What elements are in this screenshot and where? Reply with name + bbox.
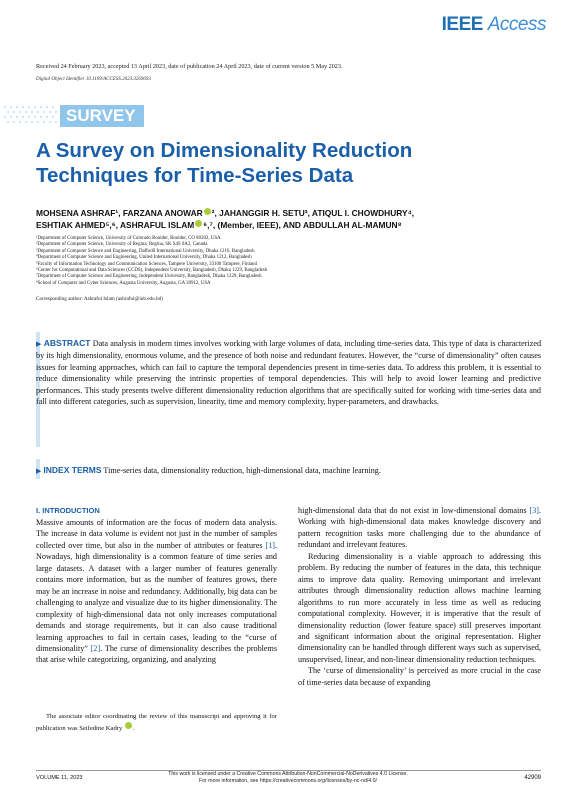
article-title: A Survey on Dimensionality Reduction Techniques for Time-Series Data <box>36 139 413 187</box>
license-url[interactable]: For more information, see https://creativecommons.org/licenses/by-nc-nd/4.0/ <box>199 778 377 784</box>
orcid-icon[interactable] <box>125 722 132 729</box>
logo-ieee: IEEE <box>441 14 483 35</box>
journal-logo <box>442 14 546 36</box>
citation-link[interactable]: [3] <box>529 506 539 515</box>
paragraph: The ‘curse of dimensionality’ is perceived as more crucial in the case of time-series data because of expanding <box>298 666 541 687</box>
text-run: . Working with high-dimensional data makes knowledge discovery and pattern recognition tasks more challenging due to the abundance of redundant and irrelevant features. <box>298 506 541 550</box>
text-run: Massive amounts of information are the focus of modern data analysis. The increase in data volume is evident not just in the number of samples collected over time, but also in the number of attributes or features <box>36 518 277 550</box>
affiliation: ⁶Center for Computational and Data Sciences (CCDS), Independent University, Bangladesh, Dhaka 1229, Bangladesh <box>36 268 268 274</box>
triangle-icon: ▶ <box>36 340 42 348</box>
body-column-left <box>36 517 277 666</box>
abstract-text: Data analysis in modern times involves working with large volumes of data, including time-series data. This type of data is characterized by its high dimensionality, enormous volume, and the presence of both noise and redundant features. However, the “curse of dimensionality” often causes issues for learning approaches, which can fail to capture the temporal dependencies present in time-series data. To address this problem, it is essential to reduce dimensionality while preserving the intrinsic properties of temporal dependencies. This will help to avoid lower learning and predictive performances. This study presents twelve different dimensionality reduction algorithms that are specifically suited for working with time-series data and fall into different categories, such as supervision, linearity, time and memory complexity, hyper-parameters, and drawbacks. <box>36 339 542 407</box>
authors-line1: MOHSENA ASHRAF¹, FARZANA ANOWAR <box>36 208 203 218</box>
authors-line1b: ², JAHANGGIR H. SETU³, ATIQUL I. CHOWDHURY⁴, <box>211 208 415 218</box>
author-list <box>36 207 541 231</box>
citation-link[interactable]: [2] <box>90 643 101 653</box>
paragraph <box>36 517 277 666</box>
footnote-text: The associate editor coordinating the review of this manuscript and approving it for publication was Seifedine Kadry <box>36 713 277 732</box>
citation-link[interactable]: [1] <box>265 540 275 550</box>
section-heading: I. INTRODUCTION <box>36 506 100 515</box>
corresponding-author: Corresponding author: Ashraful Islam (ashraful@iub.edu.bd) <box>36 296 163 302</box>
affiliation: ⁸School of Computer and Cyber Sciences, Augusta University, Augusta, GA 30912, USA <box>36 280 211 286</box>
affiliation: ²Department of Computer Science, University of Regina, Regina, SK S4S 0A2, Canada <box>36 242 208 248</box>
affiliations <box>36 236 541 287</box>
abstract <box>36 338 541 407</box>
license-line[interactable]: This work is licensed under a Creative Commons Attribution-NonCommercial-NoDerivatives 4.0 License. <box>168 771 408 777</box>
logo-access: Access <box>487 14 546 35</box>
orcid-icon[interactable] <box>204 208 211 215</box>
abstract-label: ABSTRACT <box>43 338 91 348</box>
index-terms-text: Time-series data, dimensionality reduction, high-dimensional data, machine learning. <box>103 466 381 475</box>
paragraph: Reducing dimensionality is a viable approach to addressing this problem. By reducing the number of features in the data, this technique aims to improve data quality. Removing unimportant and irrelevant attributes through dimensionality reduction allows machine learning algorithms to run more accurately in less time as well as reducing computational complexity. However, it is imperative that the result of dimensionality reduction (lower feature space) still preserves important and significant information about the original representation. Higher dimensionality can be handled through different ways such as supervised, unsupervised, linear, and non-linear dimensionality reduction techniques. <box>298 551 541 664</box>
text-run: . The curse of dimensionality describes the problems that arise while categorizing, organizing, and analyzing <box>36 643 277 665</box>
editor-footnote: The associate editor coordinating the review of this manuscript and approving it for publication was Seifedine Kadry . <box>36 713 277 732</box>
affiliation: ¹Department of Computer Science, University of Colorado Boulder, Boulder, CO 80302, USA <box>36 236 221 241</box>
authors-line2: ESHTIAK AHMED⁵,⁶, ASHRAFUL ISLAM <box>36 220 195 230</box>
page-number: 42909 <box>524 775 541 781</box>
index-terms <box>36 465 541 477</box>
affiliation: ⁵Faculty of Information Technology and Communication Sciences, Tampere University, 33100 Tampere, Finland <box>36 261 257 267</box>
text-run: high-dimensional data that do not exist in low-dimensional domains <box>298 506 530 515</box>
triangle-icon: ▶ <box>36 467 42 475</box>
orcid-icon[interactable] <box>195 220 202 227</box>
publication-dates: Received 24 February 2023, accepted 13 April 2023, date of publication 24 April 2023, date of current version 5 May 2023. <box>36 63 343 70</box>
affiliation: ⁷Department of Computer Science and Engineering, Independent University, Bangladesh, Dhaka 1229, Bangladesh <box>36 274 262 280</box>
article-type-tag: SURVEY <box>60 105 144 127</box>
index-terms-label: INDEX TERMS <box>43 465 102 475</box>
affiliation: ³Department of Computer Science and Engineering, Daffodil International University, Dhaka 1216, Bangladesh <box>36 248 255 254</box>
text-run: . Nowadays, high dimensionality is a common feature of time series and large datasets. A dataset with a larger number of features generally contains more information, but as the number of features grows, there may be an increase in noise and redundancy. Additionally, big data can be challenging to analyze and visualize due to its higher dimensionality. The complexity of high-dimensional data not only increases computational demands and storage requirements, but it can also cause traditional learning approaches to fail in certain cases, leading to the “curse of dimensionality” <box>36 540 277 653</box>
paragraph <box>298 505 541 551</box>
body-column-right <box>298 505 541 688</box>
affiliation: ⁴Department of Computer Science and Engineering, United International University, Dhaka 1212, Bangladesh <box>36 255 252 261</box>
doi: Digital Object Identifier 10.1109/ACCESS.2023.3269693 <box>36 77 151 82</box>
volume-label: VOLUME 11, 2023 <box>36 775 83 781</box>
authors-line2b: ⁶,⁷, (Member, IEEE), AND ABDULLAH AL-MAMUN⁸ <box>203 220 402 230</box>
